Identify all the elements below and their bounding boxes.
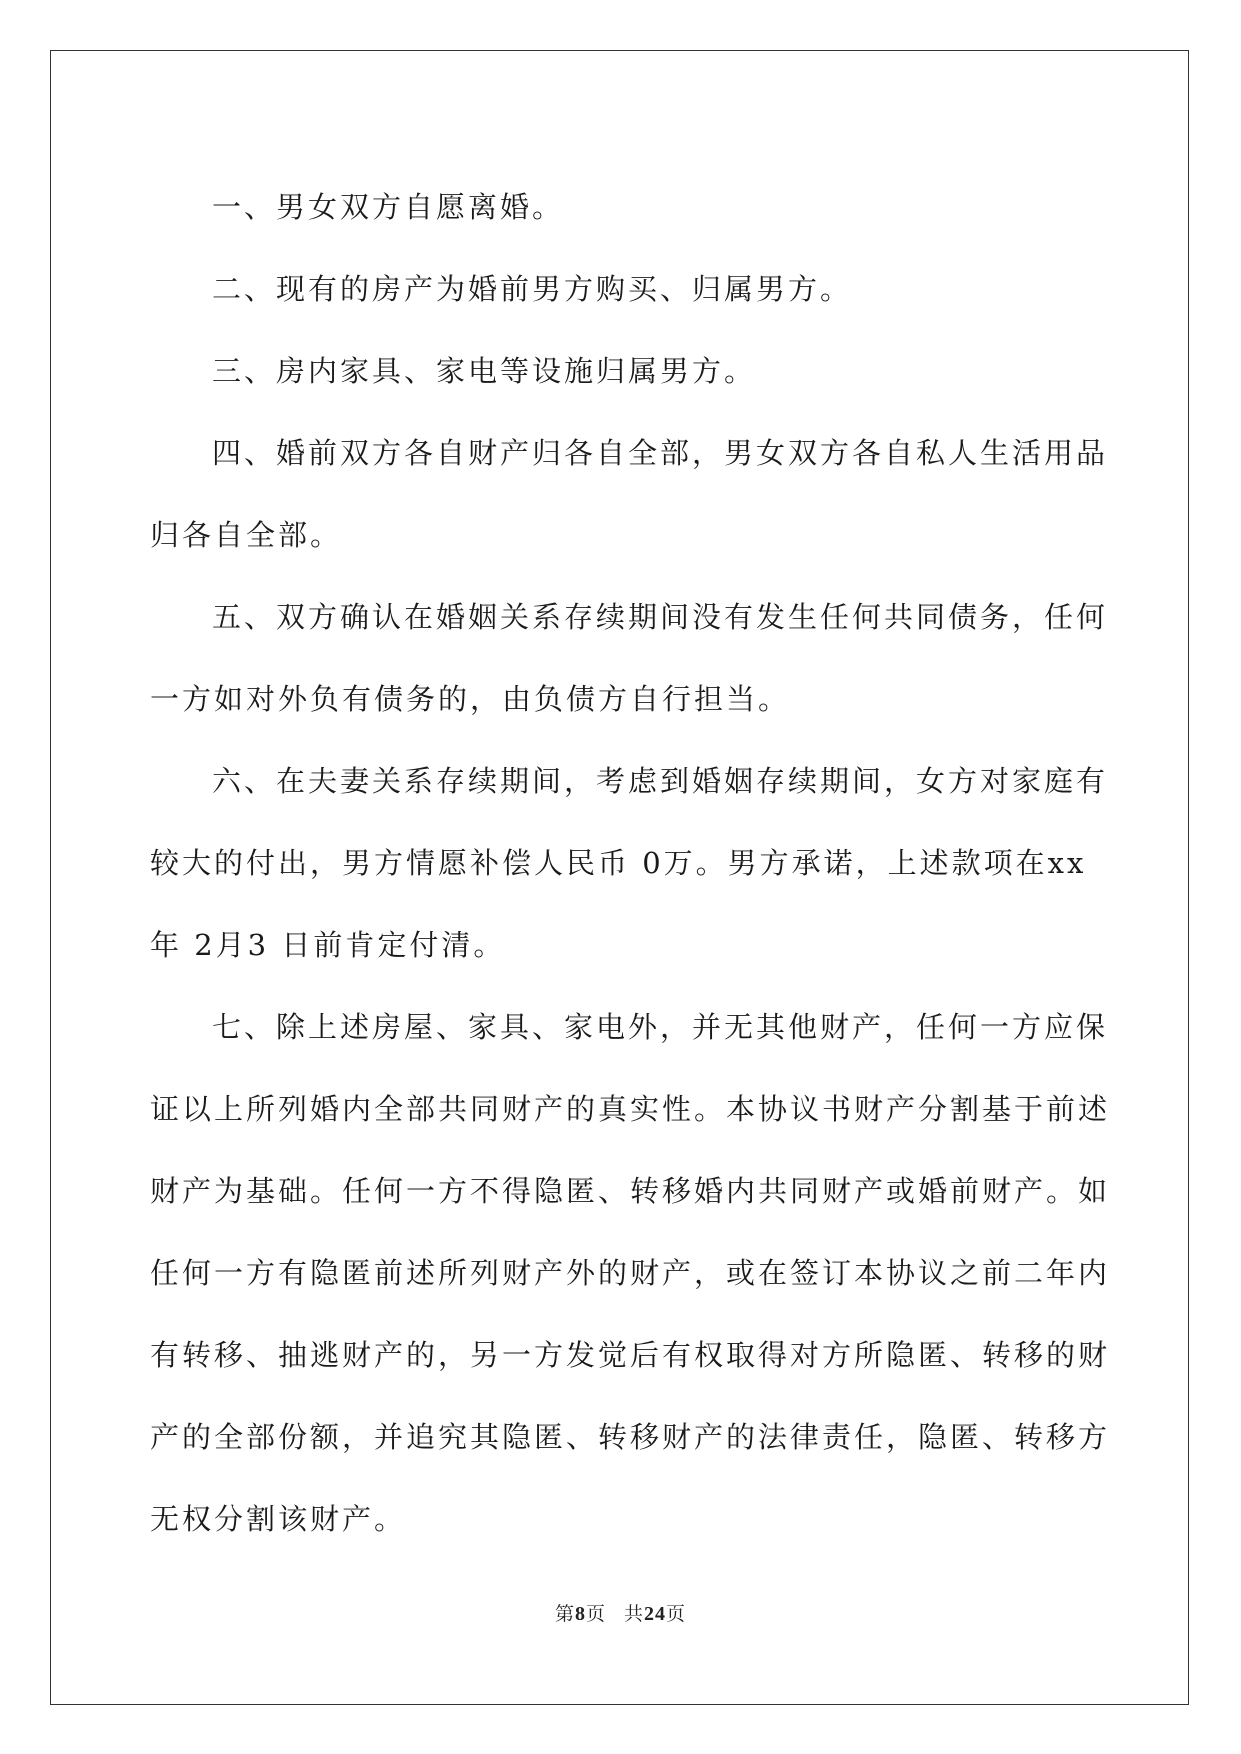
- clause-line: 归各自全部。: [150, 518, 343, 552]
- clause-line: 有转移、抽逃财产的，另一方发觉后有权取得对方所隐匿、转移的财: [150, 1338, 1111, 1372]
- clause-line: 四、婚前双方各自财产归各自全部，男女双方各自私人生活用品: [212, 436, 1109, 470]
- page-suffix: 页: [585, 1603, 606, 1625]
- clause-line: 年 2月3 日前肯定付清。: [150, 928, 506, 962]
- clause-1: [150, 166, 1090, 248]
- clause-2: [150, 248, 1090, 330]
- page-footer: [0, 1599, 1241, 1626]
- clause-line: 无权分割该财产。: [150, 1502, 407, 1536]
- total-prefix: 共: [624, 1603, 645, 1625]
- clause-line: 财产为基础。任何一方不得隐匿、转移婚内共同财产或婚前财产。如: [150, 1174, 1111, 1208]
- clause-line: 产的全部份额，并追究其隐匿、转移财产的法律责任，隐匿、转移方: [150, 1420, 1111, 1454]
- clause-line: 较大的付出，男方情愿补偿人民币 0万。男方承诺，上述款项在xx: [150, 846, 1087, 880]
- page-prefix: 第: [554, 1603, 575, 1625]
- clause-line: 二、现有的房产为婚前男方购买、归属男方。: [212, 272, 853, 306]
- document-body: [150, 166, 1111, 1560]
- clause-3: [150, 330, 1090, 412]
- clause-line: 证以上所列婚内全部共同财产的真实性。本协议书财产分割基于前述: [150, 1092, 1111, 1126]
- clause-line: 一方如对外负有债务的，由负债方自行担当。: [150, 682, 791, 716]
- total-suffix: 页: [666, 1603, 687, 1625]
- clause-line: 七、除上述房屋、家具、家电外，并无其他财产，任何一方应保: [212, 1010, 1109, 1044]
- clause-4: [150, 412, 1109, 576]
- clause-5: [150, 576, 1109, 740]
- total-pages: 24: [644, 1603, 667, 1625]
- clause-line: 一、男女双方自愿离婚。: [212, 190, 565, 224]
- clause-6: [150, 740, 1109, 986]
- page-number: 8: [574, 1603, 586, 1625]
- clause-line: 六、在夫妻关系存续期间，考虑到婚姻存续期间，女方对家庭有: [212, 764, 1109, 798]
- clause-line: 三、房内家具、家电等设施归属男方。: [212, 354, 757, 388]
- clause-line: 五、双方确认在婚姻关系存续期间没有发生任何共同债务，任何: [212, 600, 1109, 634]
- clause-7: [150, 986, 1111, 1560]
- clause-line: 任何一方有隐匿前述所列财产外的财产，或在签订本协议之前二年内: [150, 1256, 1111, 1290]
